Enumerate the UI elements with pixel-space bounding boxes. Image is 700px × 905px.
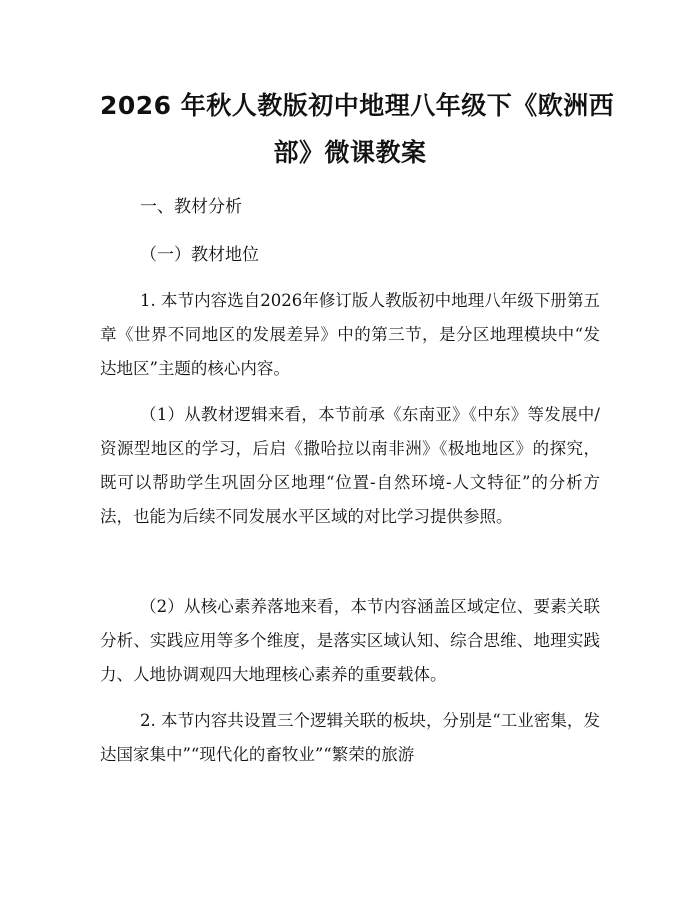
section-heading: 一、教材分析 <box>140 197 242 217</box>
subsection-heading: （一）教材地位 <box>140 245 259 265</box>
document-title-line-2: 部》微课教案 <box>273 138 427 167</box>
paragraph-3: （2）从核心素养落地来看，本节内容涵盖区域定位、要素关联分析、实践应用等多个维度，是落实区域认知、综合思维、地理实践力、人地协调观四大地理核心素养的重要载体。 <box>100 597 600 684</box>
paragraph-2: （1）从教材逻辑来看，本节前承《东南亚》《中东》等发展中/资源型地区的学习，后启《撒哈拉以南非洲》《极地地区》的探究，既可以帮助学生巩固分区地理“位置-自然环境-人文特征”的分析方法，也能为后续不同发展水平区域的对比学习提供参照。 <box>100 405 600 526</box>
document-title-line-1: 2026 年秋人教版初中地理八年级下《欧洲西 <box>100 91 615 120</box>
paragraph-1: 1. 本节内容选自2026年修订版人教版初中地理八年级下册第五章《世界不同地区的发展差异》中的第三节，是分区地理模块中“发达地区”主题的核心内容。 <box>100 291 600 378</box>
paragraph-4: 2. 本节内容共设置三个逻辑关联的板块，分别是“工业密集，发达国家集中”“现代化的畜牧业”“繁荣的旅游 <box>100 711 600 764</box>
